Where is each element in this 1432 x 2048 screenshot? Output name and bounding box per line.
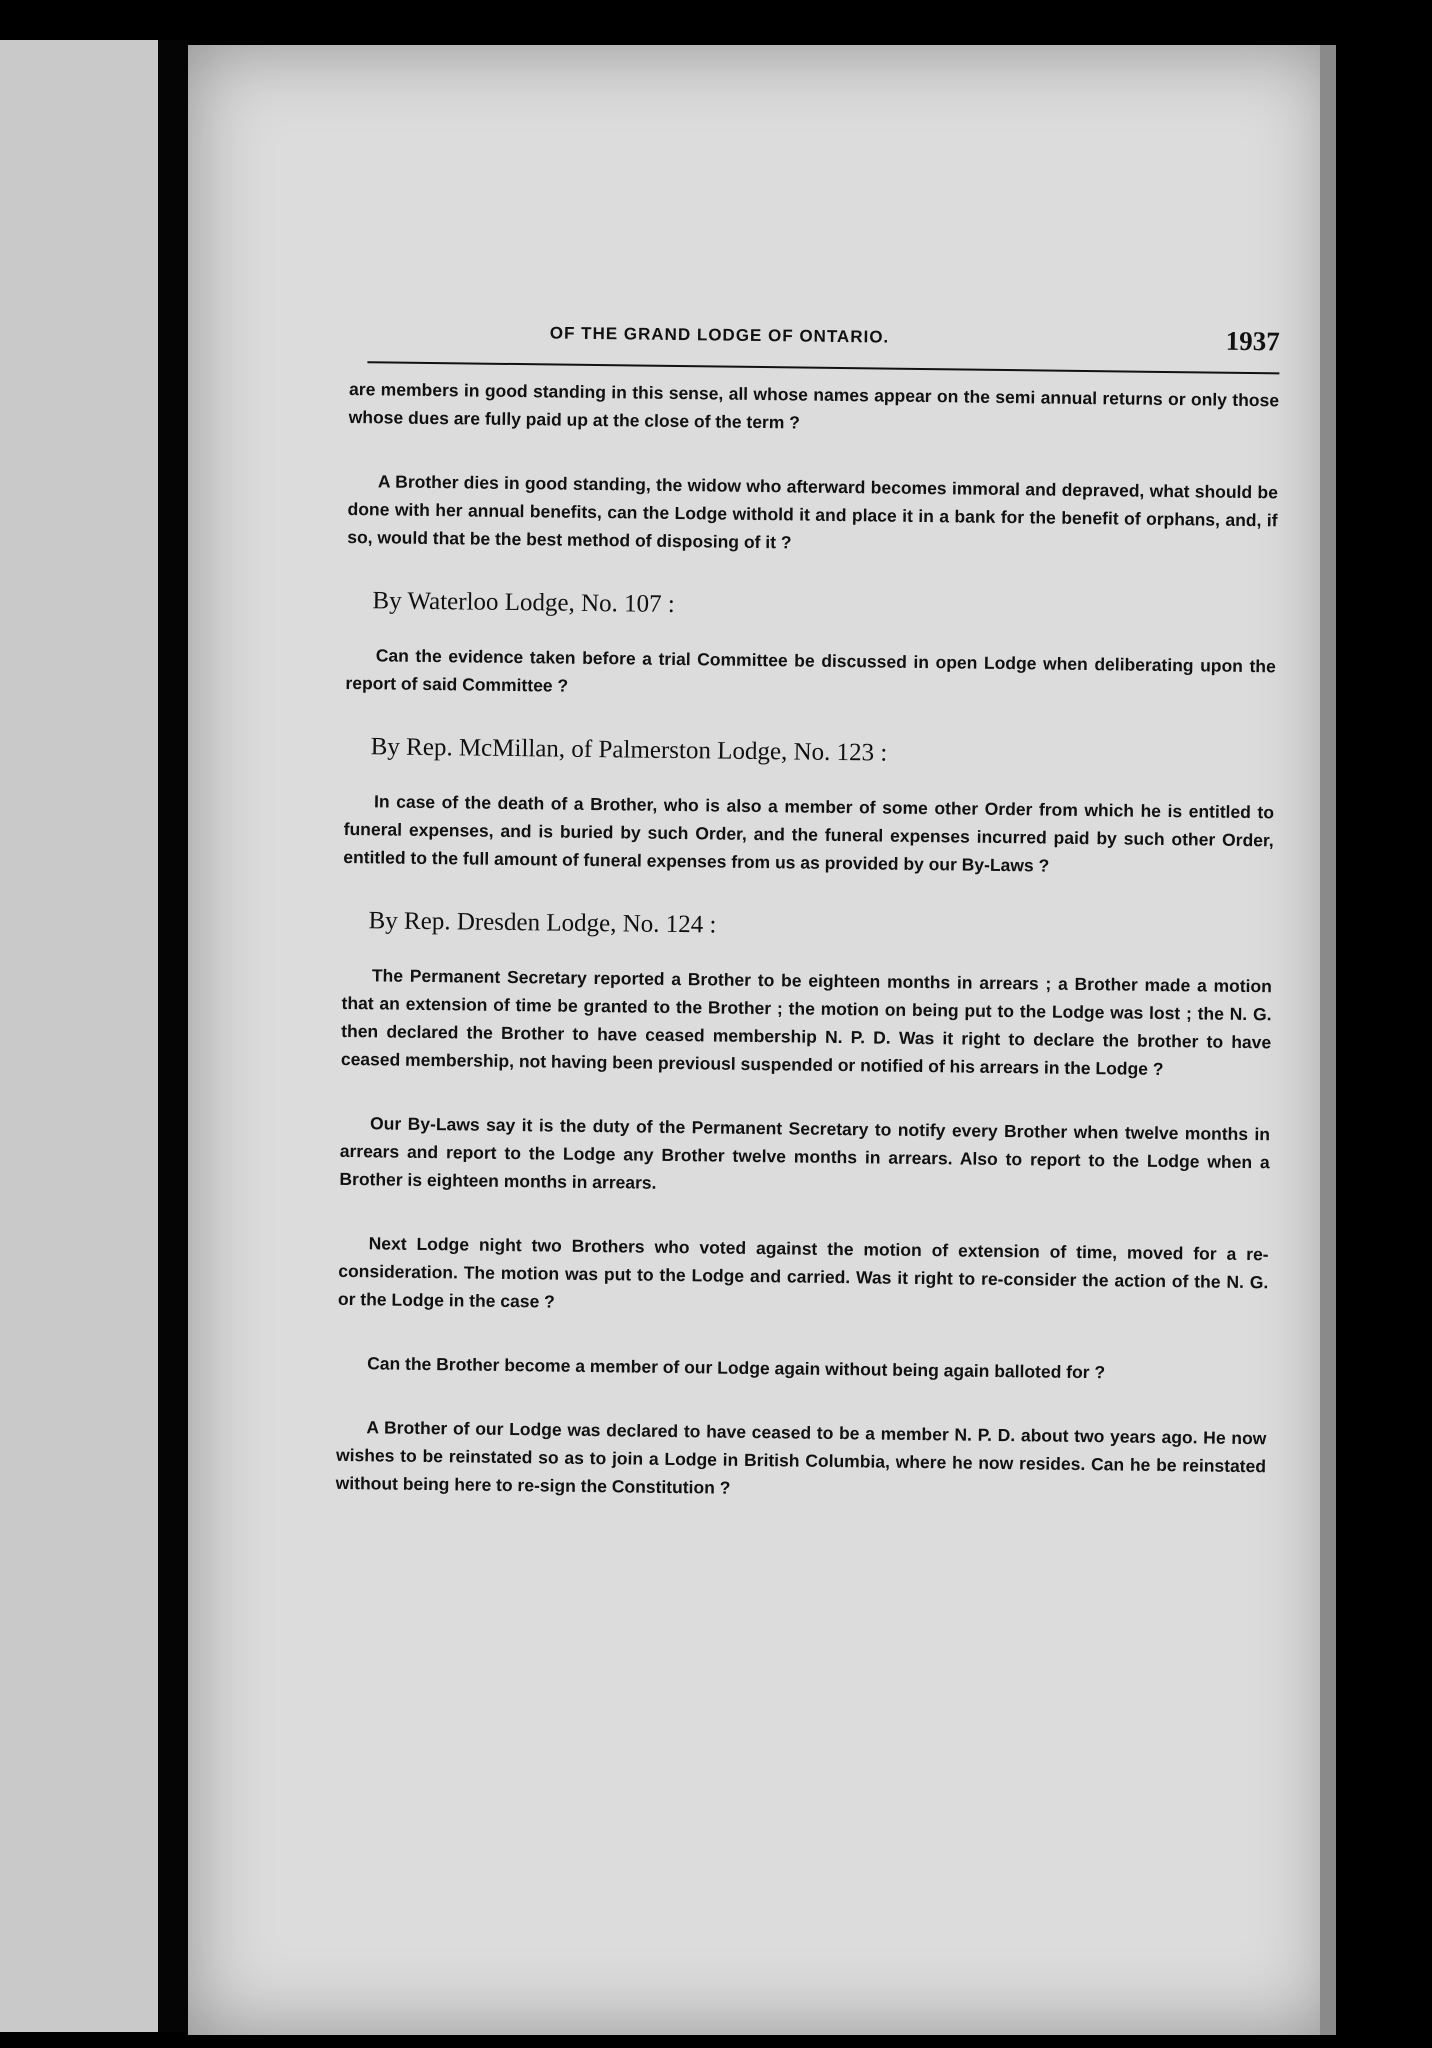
- section-heading: By Waterloo Lodge, No. 107 :: [372, 587, 675, 618]
- paragraph: A Brother dies in good standing, the widow who afterward becomes immoral and depraved, what should be done with her annual benefits, can the Lodge withold it and place it in a bank for the benefit of orphans, and, if so, would that be the best method of disposing of it ?: [347, 471, 1279, 553]
- paragraph: Can the evidence taken before a trial Committee be discussed in open Lodge when deliberating upon the report of said Committee ?: [345, 645, 1276, 696]
- page-content: [335, 315, 1280, 1544]
- page-number: 1937: [1225, 325, 1280, 357]
- book-binding: [158, 40, 188, 2032]
- paragraph: In case of the death of a Brother, who is also a member of some other Order from which he is entitled to funeral expenses, and is buried by such Order, and the funeral expenses incurred paid by such other Order, entitled to the full amount of funeral expenses from us as provided by our By-Laws ?: [343, 791, 1275, 876]
- running-title: OF THE GRAND LODGE OF ONTARIO.: [549, 323, 890, 347]
- section-heading: By Rep. McMillan, of Palmerston Lodge, No. 123 :: [370, 733, 888, 767]
- paragraph: Next Lodge night two Brothers who voted against the motion of extension of time, moved for a re-consideration. The motion was put to the Lodge and carried. Was it right to re-consider the action of the N. G. or the Lodge in the case ?: [337, 1233, 1269, 1312]
- document-page: [188, 45, 1336, 2035]
- paragraph: The Permanent Secretary reported a Brother to be eighteen months in arrears ; a Brother made a motion that an extension of time be granted to the Brother ; the motion on being put to the Lodge was lost ; the N. G. then declared the Brother to have ceased membership N. P. D. Was it right to declare the brother to have ceased membership, not having been previousl suspended or notified of his arrears in the Lodge ?: [340, 965, 1272, 1079]
- facing-page-edge: [0, 40, 158, 2032]
- paragraph: are members in good standing in this sense, all whose names appear on the semi annual returns or only those whose dues are fully paid up at the close of the term ?: [348, 378, 1280, 433]
- page-right-edge: [1320, 45, 1336, 2035]
- section-heading: By Rep. Dresden Lodge, No. 124 :: [368, 907, 717, 939]
- paragraph: Can the Brother become a member of our Lodge again without being again balloted for ?: [367, 1353, 1106, 1383]
- paragraph: A Brother of our Lodge was declared to have ceased to be a member N. P. D. about two years ago. He now wishes to be reinstated so as to join a Lodge in British Columbia, where he now resides. Can he be reinstated without being here to re-sign the Constitution ?: [335, 1417, 1267, 1498]
- paragraph: Our By-Laws say it is the duty of the Permanent Secretary to notify every Brother when twelve months in arrears and report to the Lodge any Brother twelve months in arrears. Also to report to the Lodge when a Brother is eighteen months in arrears.: [339, 1113, 1271, 1193]
